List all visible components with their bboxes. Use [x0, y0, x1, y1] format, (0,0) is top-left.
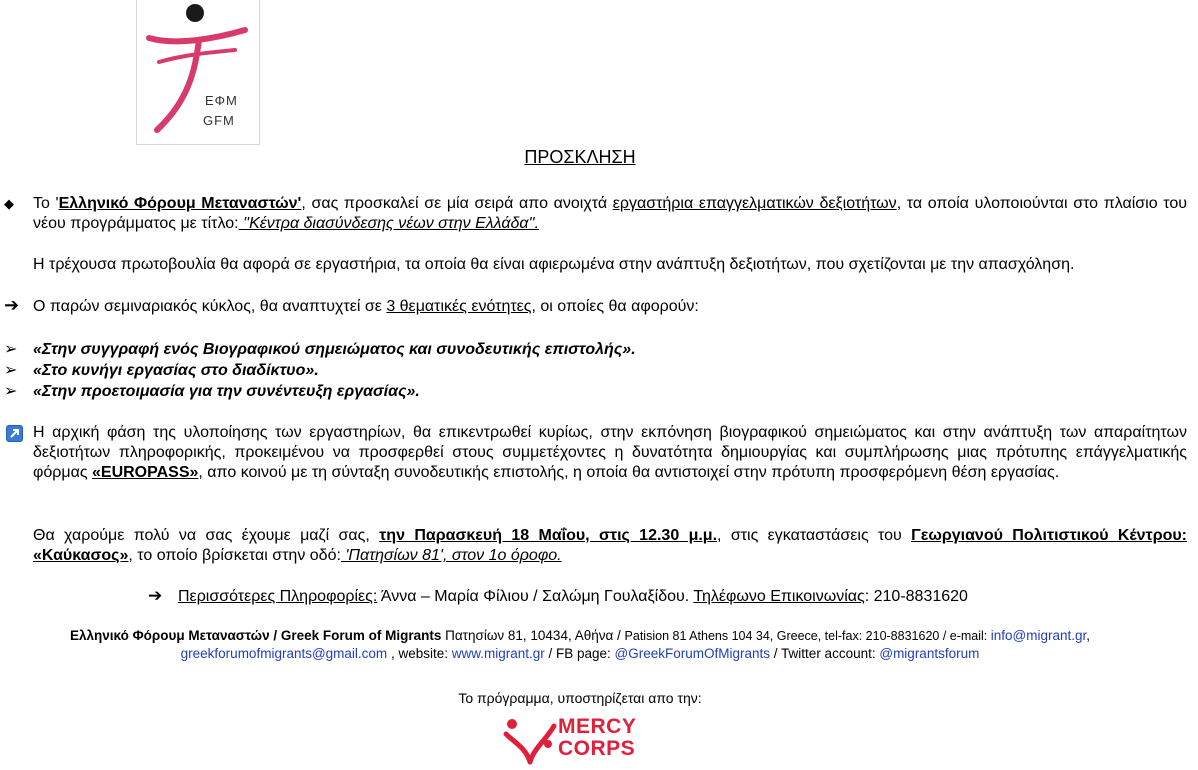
topic-item-3: «Στην προετοιμασία για την συνέντευξη εργασίας».: [33, 383, 420, 400]
topic-item-1: «Στην συγγραφή ενός Βιογραφικού σημειώματος και συνοδευτικής επιστολής».: [33, 341, 636, 358]
twitter-link[interactable]: @migrantsforum: [879, 646, 980, 661]
phase-paragraph: Η αρχική φάση της υλοποίησης των εργαστηρίων, θα επικεντρωθεί κυρίως, στην εκπόνηση βιογραφικού σημειώματος και στην ανάπτυξη των απαραίτητων δεξιοτήτων πληροφορικής, προκειμένου να προσφερθεί στους συμμετέχοντες η δυνατότητα δημιουργίας και συμπλήρωσης μιας πρότυπης επάγγελματικής φόρμας «EUROPASS», απο κοινού με τη σύνταξη συνοδευτικής επιστολής, η οποία θα αντιστοιχεί στην πρότυπη προσφερόμενη θέση εργασίας.: [33, 424, 1187, 481]
sponsor-text: Το πρόγραμμα, υποστηρίζεται απο την:: [458, 690, 702, 706]
europass-label: «EUROPASS»: [92, 464, 199, 481]
org-name: Ελληνικό Φόρουμ Μεταναστών': [58, 195, 302, 212]
footer-contact: Ελληνικό Φόρουμ Μεταναστών / Greek Forum of Migrants Πατησίων 81, 10434, Αθήνα / Patision 81 Athens 104 34, Greece, tel-fax: 210-8831620 / e-mail: info@migrant.gr, greekforumofmigrants@gmail.com , website: www.migrant.gr / FB page: @GreekForumOfMigrants / Twitter account: @migrantsforum: [69, 628, 1091, 661]
chevron-bullet-icon: ➢: [4, 362, 18, 379]
gfm-logo: [136, 0, 260, 145]
up-right-arrow-icon: [6, 425, 23, 442]
mercy-corps-wordmark: MERCY CORPS: [558, 715, 637, 760]
page-title: ΠΡΟΣΚΛΗΣΗ: [524, 147, 636, 167]
footer-org: Ελληνικό Φόρουμ Μεταναστών / Greek Forum of Migrants: [69, 628, 442, 643]
facebook-link[interactable]: @GreekForumOfMigrants: [614, 646, 771, 661]
event-address: 'Πατησίων 81', στον 1ο όροφο.: [340, 547, 562, 564]
intro-paragraph: Το 'Ελληνικό Φόρουμ Μεταναστών', σας προσκαλεί σε μία σειρά απο ανοιχτά εργαστήρια επαγγελματικών δεξιοτήτων, τα οποία υλοποιούνται στο πλαίσιο του νέου προγράμματος με τίτλο: ''Κέντρα διασύνδεσης νέων στην Ελλάδα''.: [33, 195, 1187, 232]
mercy-corps-logo: [502, 712, 662, 768]
email-link-gmail[interactable]: greekforumofmigrants@gmail.com: [180, 646, 388, 661]
chevron-bullet-icon: ➢: [4, 383, 18, 400]
event-paragraph: Θα χαρούμε πολύ να σας έχουμε μαζί σας, την Παρασκευή 18 Μαΐου, στις 12.30 μ.μ., στις εγκαταστάσεις του Γεωργιανού Πολιτιστικού Κέντρου: «Καύκασος», το οποίο βρίσκεται στην οδό: 'Πατησίων 81', στον 1ο όροφο.: [33, 527, 1188, 564]
logo-text-ефм: ΕΦΜ: [205, 93, 238, 108]
phone-label: Τηλέφωνο Επικοινωνίας: [693, 588, 865, 605]
gfm-logo-mark: [137, 0, 261, 145]
topic-item-2: «Στο κυνήγι εργασίας στο διαδίκτυο».: [33, 362, 319, 379]
email-link-info[interactable]: info@migrant.gr: [990, 628, 1087, 643]
arrow-right-icon: ➔: [148, 586, 163, 605]
event-date: την Παρασκευή 18 Μαΐου, στις 12.30 μ.μ.: [379, 527, 718, 544]
contact-info: Περισσότερες Πληροφορίες: Άννα – Μαρία Φίλιου / Σαλώμη Γουλαξίδου. Τηλέφωνο Επικοινωνίας: 210-8831620: [178, 588, 968, 605]
mercy-corps-figure-icon: [502, 714, 558, 766]
logo-text-gfm: GFM: [203, 113, 235, 128]
program-title: ''Κέντρα διασύνδεσης νέων στην Ελλάδα''.: [238, 215, 540, 232]
arrow-right-icon: ➔: [4, 295, 20, 315]
event-venue: Γεωργιανού Πολιτιστικού Κέντρου: «Καύκασος»: [33, 527, 1188, 564]
initiative-paragraph: Η τρέχουσα πρωτοβουλία θα αφορά σε εργαστήρια, τα οποία θα είναι αφιερωμένα στην ανάπτυξη δεξιοτήτων, που σχετίζονται με την απασχόληση.: [33, 256, 1075, 273]
diamond-bullet-icon: ◆: [4, 196, 14, 211]
workshops-link: εργαστήρια επαγγελματικών δεξιοτήτων: [612, 195, 897, 212]
website-link[interactable]: www.migrant.gr: [451, 646, 545, 661]
phone-number: : 210-8831620: [864, 588, 968, 605]
units-count: 3 θεματικές ενότητες: [386, 298, 532, 315]
chevron-bullet-icon: ➢: [4, 341, 18, 358]
units-paragraph: Ο παρών σεμιναριακός κύκλος, θα αναπτυχτεί σε 3 θεματικές ενότητες, οι οποίες θα αφορούν:: [33, 298, 699, 315]
info-label: Περισσότερες Πληροφορίες:: [178, 588, 378, 605]
